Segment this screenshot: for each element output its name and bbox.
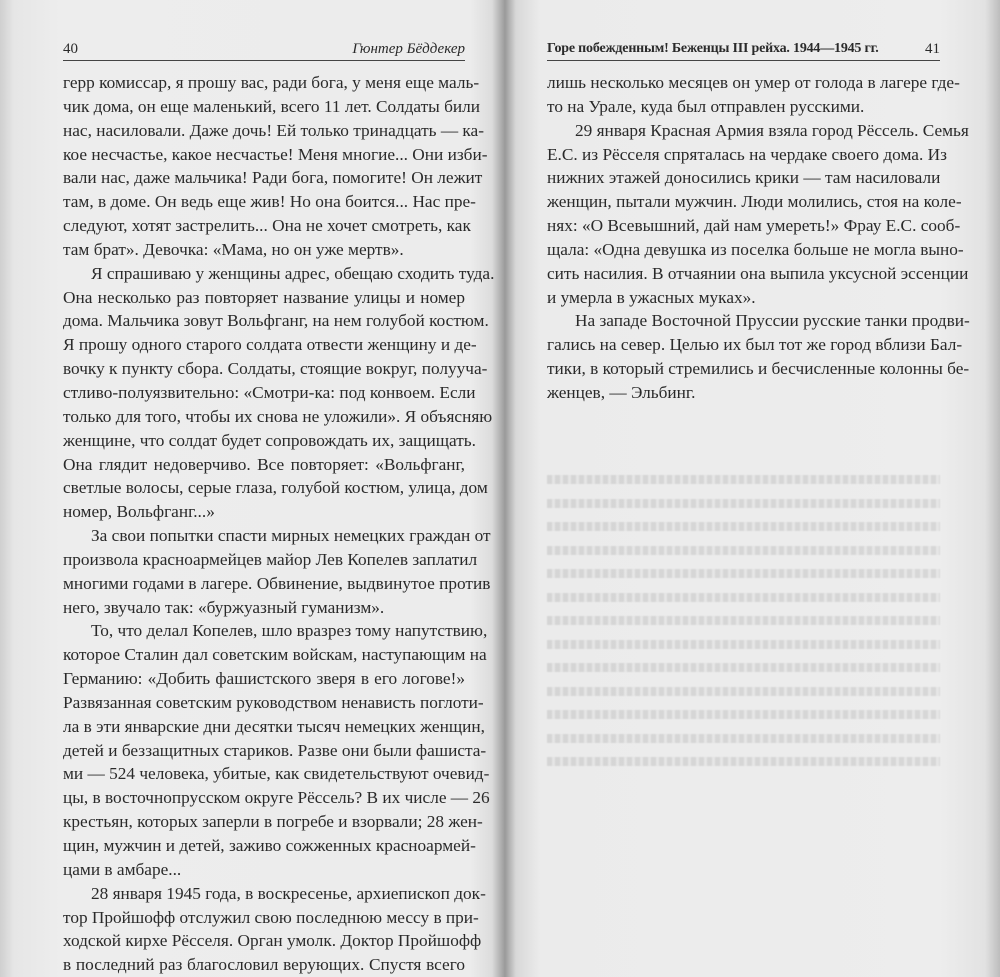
right-page-header [547,40,940,61]
text-line: тор Пройшофф отслужил свою последнюю мессу в при- [63,907,479,927]
text-line: него, звучало так: «буржуазный гуманизм». [63,597,385,617]
paragraph [63,619,490,881]
text-line: сить насилия. В отчаянии она выпила уксусной эссенции [547,263,969,283]
left-page-body [63,71,495,977]
text-line: На западе Восточной Пруссии русские танки продви- [575,311,970,331]
text-line: светлые волосы, серые глаза, голубой костюм, улица, дом [63,478,488,498]
bleed-through-line [547,593,940,602]
bleed-through-line [547,475,940,484]
paragraph [63,882,486,977]
text-line: Она глядит недоверчиво. Все повторяет: «Вольфганг, [63,454,465,474]
text-line: дома. Мальчика зовут Вольфганг, на нем голубой костюм. [63,311,489,331]
text-line: герр комиссар, я прошу вас, ради бога, у меня еще маль- [63,73,480,92]
text-line: щин, мужчин и детей, заживо сожженных красноармей- [63,836,476,855]
text-line: ми — 524 человека, убитые, как свидетельствуют очевид- [63,764,490,784]
text-line: Она несколько раз повторяет название улицы и номер [63,287,465,307]
text-line: цами в амбаре... [63,859,182,879]
text-line: женщин, пытали мужчин. Люди молились, стоя на коле- [547,192,962,212]
text-line: ла в эти январские дни десятки тысяч немецких женщин, [63,716,485,736]
running-head-author: Гюнтер Бёддекер [352,41,465,57]
text-line: тики, в который стремились и бесчисленные колонны бе- [547,359,970,379]
text-line: то на Урале, куда был отправлен русскими. [547,96,865,116]
text-line: вали нас, даже мальчика! Ради бога, помогите! Он лежит [63,168,483,188]
text-line: только для того, чтобы их снова не уложили». Я объясняю [63,406,493,426]
text-line: детей и беззащитных стариков. Разве они были фашиста- [63,740,487,760]
text-line: цы, в восточнопрусском округе Рёссель? В их числе — 26 [63,788,490,808]
text-line: которое Сталин дал советским войскам, наступающим на [63,645,487,665]
running-head-title: Горе побежденным! Беженцы III рейха. 1944—1945 гг. [547,41,879,56]
bleed-through-line [547,734,940,743]
text-line: номер, Вольфганг...» [63,502,215,522]
text-line: То, что делал Копелев, шло вразрез тому напутствию, [91,621,488,641]
text-line: женщине, что солдат будет сопровождать их, защищать. [63,430,477,450]
text-line: и умерла в ужасных муках». [547,287,756,307]
text-line: кое несчастье, какое несчастье! Меня многие... Они изби- [63,144,488,164]
text-line: Я спрашиваю у женщины адрес, обещаю сходить туда. [91,263,495,283]
text-line: там, в доме. Он ведь еще жив! Но она боится... Нас пре- [63,192,476,212]
paragraph [63,71,488,262]
text-line: Германию: «Добить фашистского зверя в его логове!» [63,669,465,689]
bleed-through-line [547,640,940,649]
text-line: чик дома, он еще маленький, всего 11 лет. Солдаты били [63,96,481,116]
left-page-header [63,40,465,61]
text-line: щала: «Одна девушка из поселка больше не могла выно- [547,239,964,259]
bleed-through-line [547,499,940,508]
text-line: в последний раз благословил верующих. Спустя всего [63,955,465,975]
text-line: нях: «О Всевышний, дай нам умереть!» Фрау Е.С. сооб- [547,216,961,236]
bleed-through-line [547,522,940,531]
text-line: гались на север. Целью их был тот же город вблизи Бал- [547,335,963,355]
text-line: ходской кирхе Рёсселя. Орган умолк. Доктор Пройшофф [63,931,482,951]
paragraph [63,524,491,619]
bleed-through-line [547,569,940,578]
bleed-through-line [547,616,940,625]
paragraph [547,119,969,310]
text-line: Я прошу одного старого солдата отвести женщину и де- [63,335,477,355]
text-line: следуют, хотят застрелить... Она не хочет смотреть, как [63,216,471,236]
text-line: нас, насиловали. Даже дочь! Ей только тринадцать — ка- [63,120,484,140]
page-number: 40 [63,41,78,57]
paragraph [63,262,495,524]
bleed-through-line [547,663,940,672]
text-line: 28 января 1945 года, в воскресенье, архиепископ док- [91,883,486,903]
text-line: лишь несколько месяцев он умер от голода в лагере где- [547,73,960,92]
text-line: там брат». Девочка: «Мама, но он уже мертв». [63,239,404,259]
bleed-through-line [547,757,940,766]
text-line: произвола красноармейцев майор Лев Копелев заплатил [63,549,478,569]
paragraph [547,71,960,119]
text-line: нижних этажей доносились крики — там насиловали [547,168,941,188]
text-line: крестьян, которых заперли в погребе и взорвали; 28 жен- [63,812,483,832]
bleed-through-line [547,546,940,555]
right-page-body [547,71,970,405]
paragraph [547,309,970,404]
bleed-through-line [547,710,940,719]
text-line: женцев, — Эльбинг. [547,382,696,402]
text-line: вочку к пункту сбора. Солдаты, стоящие вокруг, полууча- [63,359,488,379]
page-number: 41 [925,41,940,57]
text-line: многими годами в лагере. Обвинение, выдвинутое против [63,573,491,593]
text-line: стливо-полуязвительно: «Смотри-ка: под конвоем. Если [63,382,476,402]
text-line: Развязанная советским руководством ненависть поглоти- [63,692,484,712]
text-line: За свои попытки спасти мирных немецких граждан от [91,526,491,546]
bleed-through-line [547,687,940,696]
text-line: Е.С. из Рёсселя спряталась на чердаке своего дома. Из [547,144,947,164]
text-line: 29 января Красная Армия взяла город Рёссель. Семья [575,120,969,140]
